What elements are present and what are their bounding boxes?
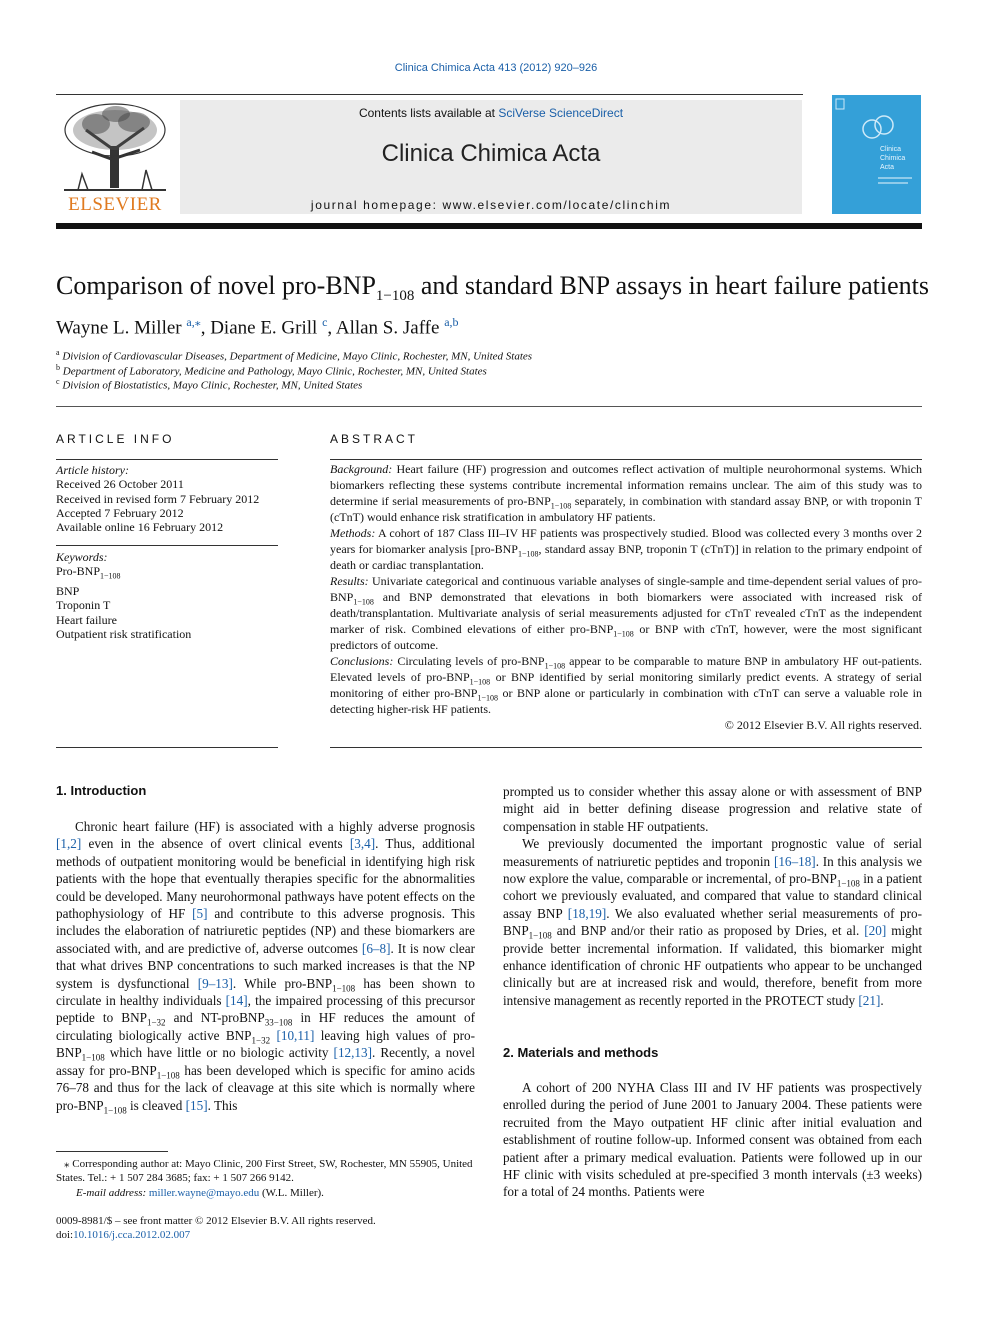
body-text: has been shown to circulate in healthy individuals — [56, 975, 476, 1009]
body-subscript: 33−108 — [264, 1018, 293, 1029]
body-paragraph: A cohort of 200 NYHA Class III and IV HF patients was prospectively enrolled during the period of June 2001 to January 2004. These patients were recruited from the Mayo outpatient HF clinic after initial evaluation and establishment of routine follow-up. Informed consent was obtained from each patient after a primary medical evaluation. Patients were followed up in our HF clinic with visits scheduled at pre-specified 3 month intervals (±3 weeks) for a total of 24 months. Patients were — [503, 1080, 922, 1200]
keyword — [56, 564, 191, 584]
abstract-label: Methods: — [330, 526, 376, 540]
right-column — [503, 783, 922, 1009]
abstract-heading: ABSTRACT — [330, 432, 419, 446]
abstract-subscript: 1−108 — [613, 629, 634, 639]
tree-icon — [56, 100, 174, 196]
history-item: Received in revised form 7 February 2012 — [56, 491, 260, 506]
body-subscript: 1−108 — [103, 1105, 127, 1116]
body-text: leaving high values of pro-BNP — [56, 1027, 475, 1061]
author-name[interactable]: Wayne L. Miller — [56, 317, 182, 339]
history-item: Received 26 October 2011 — [56, 477, 184, 492]
abstract-text: separately, in combination with standard assay BNP, or with troponin T (cTnT) would enhance risk stratification in ambulatory HF patients. — [330, 494, 922, 524]
abstract-text: Heart failure (HF) progression and outcomes reflect activation of multiple neurohormonal systems. Which biomarkers reflecting these systems contribute incremental information remains unclear. The aim of this study was to determine if serial measurements of pro-BNP — [330, 462, 922, 508]
author-marks[interactable]: a,b — [444, 315, 459, 329]
body-text: and BNP and/or their ratio as proposed by Dries, et al. — [551, 923, 865, 939]
cover-title-line: Acta — [880, 164, 895, 171]
body-subscript: 1−32 — [146, 1018, 166, 1029]
abstract-text: Univariate categorical and continuous variable analyses of single-sample and time-dependent serial values of pro-BNP — [330, 574, 923, 604]
body-text: . While pro-BNP — [232, 975, 333, 991]
history-item: Available online 16 February 2012 — [56, 520, 224, 535]
journal-name: Clinica Chimica Acta — [381, 140, 601, 167]
header-rule — [56, 94, 803, 95]
introduction-paragraph — [56, 818, 475, 1114]
author-name[interactable]: Allan S. Jaffe — [335, 317, 440, 339]
keyword: Troponin T — [56, 598, 111, 613]
affiliation-mark: b — [56, 363, 60, 372]
email-line — [76, 1186, 324, 1200]
reference-link[interactable]: [5] — [192, 906, 208, 922]
doi-link[interactable]: 10.1016/j.cca.2012.02.007 — [73, 1229, 191, 1241]
keyword-subscript: 1−108 — [100, 571, 121, 581]
journal-banner — [180, 100, 802, 214]
body-subscript: 1−32 — [251, 1035, 271, 1046]
keywords — [56, 550, 191, 641]
body-text: . This — [207, 1097, 238, 1113]
journal-homepage[interactable]: journal homepage: www.elsevier.com/locate/clinchim — [310, 198, 672, 212]
body-subscript: 1−108 — [528, 930, 552, 941]
abstract-text: or BNP with cTnT, however, were the most significant predictors of outcome. — [330, 622, 922, 652]
keyword-text: Pro-BNP — [56, 564, 101, 579]
reference-link[interactable]: [18,19] — [567, 905, 607, 921]
abstract-results — [330, 573, 922, 653]
abstract-subscript: 1−108 — [353, 597, 374, 607]
article-info-heading: ARTICLE INFO — [56, 432, 175, 446]
affiliation — [56, 363, 487, 378]
contents-line — [180, 106, 802, 120]
affiliation-mark: c — [56, 377, 60, 386]
body-subscript: 1−108 — [156, 1070, 180, 1081]
keyword: Heart failure — [56, 612, 117, 627]
abstract-conclusions — [330, 653, 922, 717]
methods-heading: 2. Materials and methods — [503, 1045, 659, 1060]
elsevier-logo — [56, 100, 174, 216]
header-thick-rule — [56, 223, 922, 229]
abstract-text: or BNP alone or particularly in combination with cTnT can serve a valuable role in detecting higher-risk HF patients. — [330, 686, 923, 716]
article-history — [56, 463, 259, 534]
body-text: . In this analysis we now explore the value, comparable or incremental, of pro-BNP — [503, 853, 922, 887]
email-link[interactable]: miller.wayne@mayo.edu — [148, 1187, 260, 1199]
affiliation-text: Division of Biostatistics, Mayo Clinic, Rochester, MN, United States — [62, 379, 363, 392]
cover-title-line: Chimica — [880, 155, 906, 162]
body-text: Chronic heart failure (HF) is associated with a highly adverse prognosis — [75, 819, 475, 834]
abstract-text: appear to be comparable to mature BNP in ambulatory HF out-patients. Elevated levels of pro-BNP — [330, 654, 922, 684]
abstract-subscript: 1−108 — [550, 501, 572, 511]
reference-link[interactable]: [21] — [858, 992, 881, 1008]
journal-citation[interactable]: Clinica Chimica Acta 413 (2012) 920–926 — [394, 62, 598, 74]
cover-title-line: Clinica — [880, 146, 902, 153]
body-text: . — [880, 992, 884, 1008]
body-text: . Thus, additional methods of outpatient monitoring would be beneficial in identifying high risk patients with the hope that eventually therapies specific for the abnormalities could be developed. Many neurohormonal pathways have potent effects on the pathophysiology of HF — [56, 836, 476, 922]
email-label: E-mail address: — [76, 1187, 149, 1199]
abstract-subscript: 1−108 — [544, 661, 566, 671]
body-text: . It is now clear that what drives BNP concentrations to such marked increases is that the NP system is dysfunctional — [56, 940, 475, 991]
abstract-label: Results: — [330, 574, 369, 588]
sciencedirect-link[interactable]: SciVerse ScienceDirect — [498, 106, 624, 120]
reference-link[interactable]: [14] — [225, 993, 248, 1009]
body-subscript: 1−108 — [332, 983, 356, 994]
reference-link[interactable]: [1,2] — [56, 836, 82, 852]
reference-link[interactable]: [9–13] — [197, 975, 233, 991]
abstract-text: A cohort of 187 Class III–IV HF patients was prospectively studied. Blood was collected every 3 months over 2 years for biomarker analysis [pro-BNP — [330, 526, 922, 556]
abstract-label: Conclusions: — [330, 654, 394, 668]
title-subscript: 1−108 — [375, 288, 415, 305]
keywords-rule — [56, 545, 278, 546]
body-paragraph — [503, 835, 922, 1009]
reference-link[interactable]: [6–8] — [361, 940, 391, 956]
footnote-rule — [56, 1151, 168, 1152]
abstract-text: and BNP demonstrated that elevations in both biomarkers were associated with increased risk of death/transplantation. Multivariate analysis of serial measurements adjusted for cTnT revealed cTnT as the independent marker of risk. Combined elevations of either pro-BNP — [330, 590, 922, 636]
article-info-bottom-rule — [56, 747, 278, 748]
email-suffix: (W.L. Miller). — [259, 1187, 324, 1199]
issn-line: 0009-8981/$ – see front matter © 2012 Elsevier B.V. All rights reserved. — [56, 1215, 376, 1227]
reference-link[interactable]: [10,11] — [276, 1027, 315, 1043]
abstract-rule — [330, 459, 922, 460]
body-text: in a patient cohort we previously evaluated, and compared that value to standard clinical assay BNP — [503, 871, 922, 921]
history-label: Article history: — [56, 463, 129, 477]
body-text: is cleaved — [126, 1097, 186, 1113]
article-info-rule — [56, 459, 278, 460]
abstract-label: Background: — [330, 462, 393, 476]
author-marks[interactable]: c — [322, 315, 328, 329]
body-text: has been developed which is specific for amino acids 76–78 and thus for the lack of cleavage at this site which is normally where pro-BNP — [56, 1062, 475, 1113]
abstract-subscript: 1−108 — [477, 693, 498, 703]
abstract-subscript: 1−108 — [517, 549, 539, 559]
title-text: Comparison of novel pro-BNP — [56, 271, 376, 300]
abstract-text: Circulating levels of pro-BNP — [397, 654, 545, 668]
title-text: and standard BNP assays in heart failure patients — [414, 271, 929, 300]
body-text: We previously documented the important prognostic value of serial measurements of natriuretic peptides and troponin — [503, 836, 922, 869]
abstract-body — [330, 461, 922, 733]
reference-link[interactable]: [12,13] — [333, 1045, 373, 1061]
reference-link[interactable]: [15] — [185, 1097, 208, 1113]
affiliation-mark: a — [56, 348, 60, 357]
abstract-methods — [330, 525, 922, 573]
abstract-background — [330, 461, 922, 525]
doi-line — [56, 1228, 190, 1242]
history-item: Accepted 7 February 2012 — [56, 505, 184, 520]
author-list: Wayne L. Miller $^{a,⁎}$, Diane E. Grill $^c$, Allan S. Jaffe $^{a,b}$ — [56, 315, 459, 339]
body-paragraph: prompted us to consider whether this assay alone or with assessment of BNP might aid in better defining disease progression and relative state of compensation in stable HF outpatients. — [503, 784, 922, 834]
body-text: even in the absence of overt clinical events — [81, 836, 350, 852]
article-title — [56, 271, 929, 305]
cover-emblem-icon — [832, 95, 921, 214]
doi-label: doi: — [56, 1229, 74, 1241]
keyword: Outpatient risk stratification — [56, 626, 192, 641]
section-rule — [56, 406, 922, 407]
body-subscript: 1−108 — [81, 1052, 105, 1063]
keywords-label: Keywords: — [56, 550, 108, 564]
introduction-heading: 1. Introduction — [56, 783, 147, 798]
body-text: . We also evaluated whether serial measurements of pro-BNP — [503, 905, 922, 939]
abstract-copyright: © 2012 Elsevier B.V. All rights reserved. — [724, 718, 922, 732]
reference-link[interactable]: [16–18] — [773, 853, 816, 869]
author-marks[interactable]: a,⁎ — [186, 315, 201, 329]
reference-link[interactable]: [20] — [864, 923, 887, 939]
methods-paragraph — [503, 1079, 922, 1201]
contents-prefix: Contents lists available at — [358, 106, 499, 120]
body-text: might provide better incremental information. If validated, this biomarker might enhance identification of chronic HF outpatients who appear to be unchanged clinically but are at increased risk and would, therefore, benefit from more intensive management as recently reported in the PROTECT study — [503, 923, 922, 1008]
body-text: which have little or no biologic activity — [104, 1045, 334, 1061]
body-text: and contribute to this adverse prognosis. This includes the elaboration of natriuretic peptides (NP) and these biomarkers are associated with, and are predictive of, adverse outcomes — [56, 906, 475, 956]
body-text: and NT-proBNP — [165, 1010, 265, 1026]
cover-title — [880, 145, 905, 172]
body-text: in HF reduces the amount of circulating biologically active BNP — [56, 1010, 475, 1043]
author-name[interactable]: Diane E. Grill — [210, 317, 318, 339]
affiliation-text: Division of Cardiovascular Diseases, Department of Medicine, Mayo Clinic, Rochester, MN, United States — [62, 350, 533, 363]
affiliation — [56, 348, 532, 363]
reference-link[interactable]: [3,4] — [349, 836, 376, 852]
body-text: , the impaired processing of this precursor peptide to BNP — [56, 993, 476, 1026]
abstract-bottom-rule — [330, 747, 922, 748]
abstract-text: or BNP identified by serial monitoring similarly predict events. A strategy of serial monitoring of either pro-BNP — [330, 670, 922, 700]
journal-cover — [832, 95, 921, 214]
publisher-name: ELSEVIER — [68, 194, 162, 215]
body-subscript: 1−108 — [836, 878, 860, 889]
affiliation-text: Department of Laboratory, Medicine and Pathology, Mayo Clinic, Rochester, MN, United States — [62, 365, 487, 378]
keyword: BNP — [56, 583, 80, 598]
corresponding-author-note: ⁎ Corresponding author at: Mayo Clinic, 200 First Street, SW, Rochester, MN 55905, United States. Tel.: + 1 507 284 3685; fax: + 1 507 266 9142. — [56, 1158, 473, 1184]
body-text: . Recently, a novel assay for pro-BNP — [56, 1045, 475, 1078]
affiliation — [56, 377, 362, 392]
abstract-text: , standard assay BNP, troponin T (cTnT)] in relation to the primary endpoint of death or cardiac transplantation. — [330, 542, 922, 572]
abstract-subscript: 1−108 — [469, 677, 491, 687]
